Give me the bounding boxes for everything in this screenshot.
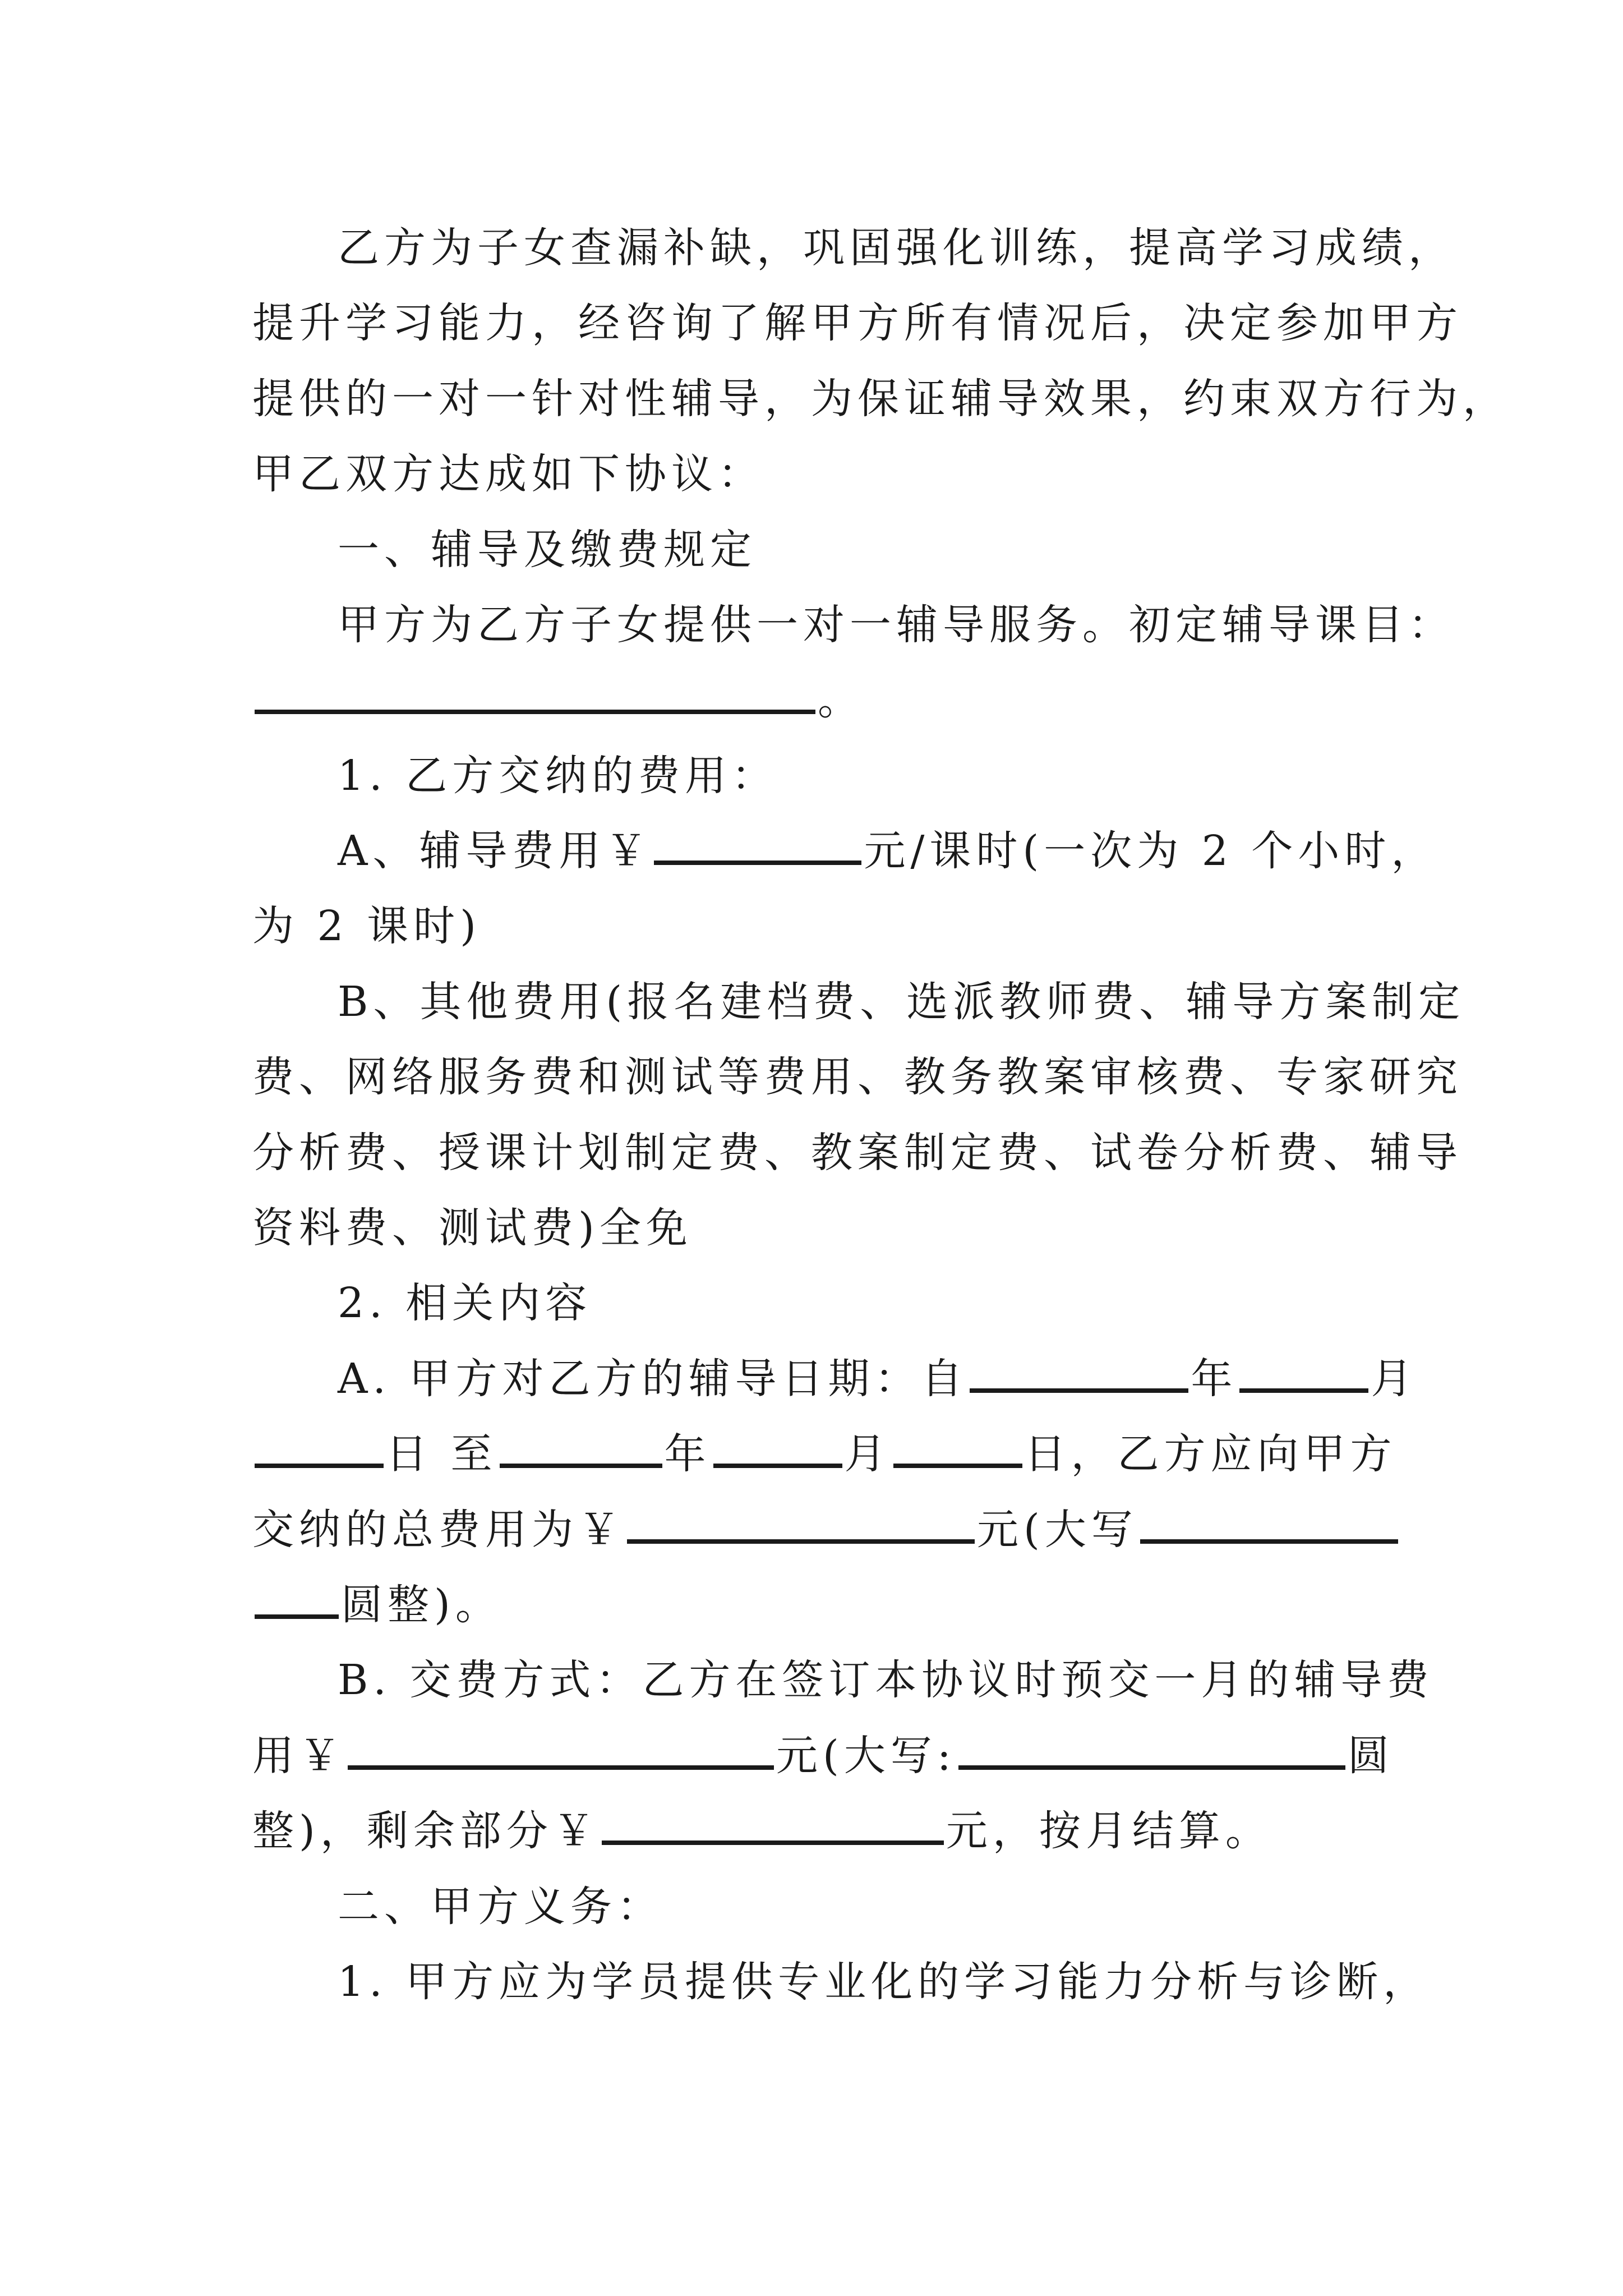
paragraph-line: 为 2 课时) bbox=[252, 902, 481, 950]
paragraph-line: 日 至 年 月 日，乙方应向甲方 bbox=[252, 1433, 1380, 1475]
paragraph-line: 。 bbox=[252, 679, 1380, 721]
fill-in-blank bbox=[654, 861, 861, 865]
paragraph-line: 交纳的总费用为￥ 元(大写 bbox=[252, 1509, 1380, 1550]
list-item: B、其他费用(报名建档费、选派教师费、辅导方案制定 bbox=[338, 978, 1465, 1026]
paragraph-line: 资料费、测试费)全免 bbox=[252, 1204, 693, 1252]
paragraph-line: 乙方为子女查漏补缺，巩固强化训练，提高学习成绩， bbox=[338, 224, 1455, 272]
list-item: A、辅导费用￥ 元/课时(一次为 2 个小时， bbox=[338, 827, 1438, 875]
section-heading: 一、辅导及缴费规定 bbox=[338, 526, 757, 574]
paragraph-line: 提升学习能力，经咨询了解甲方所有情况后，决定参加甲方 bbox=[252, 299, 1463, 347]
fill-in-blank bbox=[255, 1614, 339, 1619]
paragraph-line: 圆整)。 bbox=[252, 1584, 1380, 1626]
list-item: A. 甲方对乙方的辅导日期：自 年 月 bbox=[338, 1355, 1418, 1403]
fill-in-blank bbox=[1239, 1388, 1368, 1393]
fill-in-blank bbox=[602, 1841, 944, 1845]
paragraph-line: 提供的一对一针对性辅导，为保证辅导效果，约束双方行为， bbox=[252, 375, 1509, 423]
fill-in-blank bbox=[970, 1388, 1188, 1393]
fill-in-blank bbox=[255, 710, 815, 714]
section-heading: 二、甲方义务： bbox=[338, 1883, 663, 1931]
fill-in-blank bbox=[500, 1464, 662, 1468]
fill-in-blank bbox=[893, 1464, 1022, 1468]
paragraph-line: 分析费、授课计划制定费、教案制定费、试卷分析费、辅导 bbox=[252, 1129, 1463, 1177]
fill-in-blank bbox=[1140, 1539, 1398, 1544]
list-item: 2. 相关内容 bbox=[338, 1279, 592, 1327]
list-item: 1. 甲方应为学员提供专业化的学习能力分析与诊断， bbox=[338, 1958, 1430, 2006]
paragraph-line: 用￥ 元(大写: 圆 bbox=[252, 1732, 1394, 1780]
fill-in-blank bbox=[627, 1539, 975, 1544]
fill-in-blank bbox=[958, 1765, 1345, 1770]
paragraph-line: 甲方为乙方子女提供一对一辅导服务。初定辅导课目： bbox=[338, 601, 1455, 649]
fill-in-blank bbox=[713, 1464, 842, 1468]
list-item: 1. 乙方交纳的费用： bbox=[338, 752, 778, 800]
paragraph-line: 整)，剩余部分￥ 元，按月结算。 bbox=[252, 1807, 1272, 1855]
paragraph-line: 甲乙双方达成如下协议： bbox=[252, 450, 764, 498]
paragraph-line: 费、网络服务费和测试等费用、教务教案审核费、专家研究 bbox=[252, 1053, 1463, 1101]
fill-in-blank bbox=[348, 1765, 774, 1770]
fill-in-blank bbox=[255, 1464, 384, 1468]
list-item: B. 交费方式：乙方在签订本协议时预交一月的辅导费 bbox=[338, 1656, 1434, 1704]
